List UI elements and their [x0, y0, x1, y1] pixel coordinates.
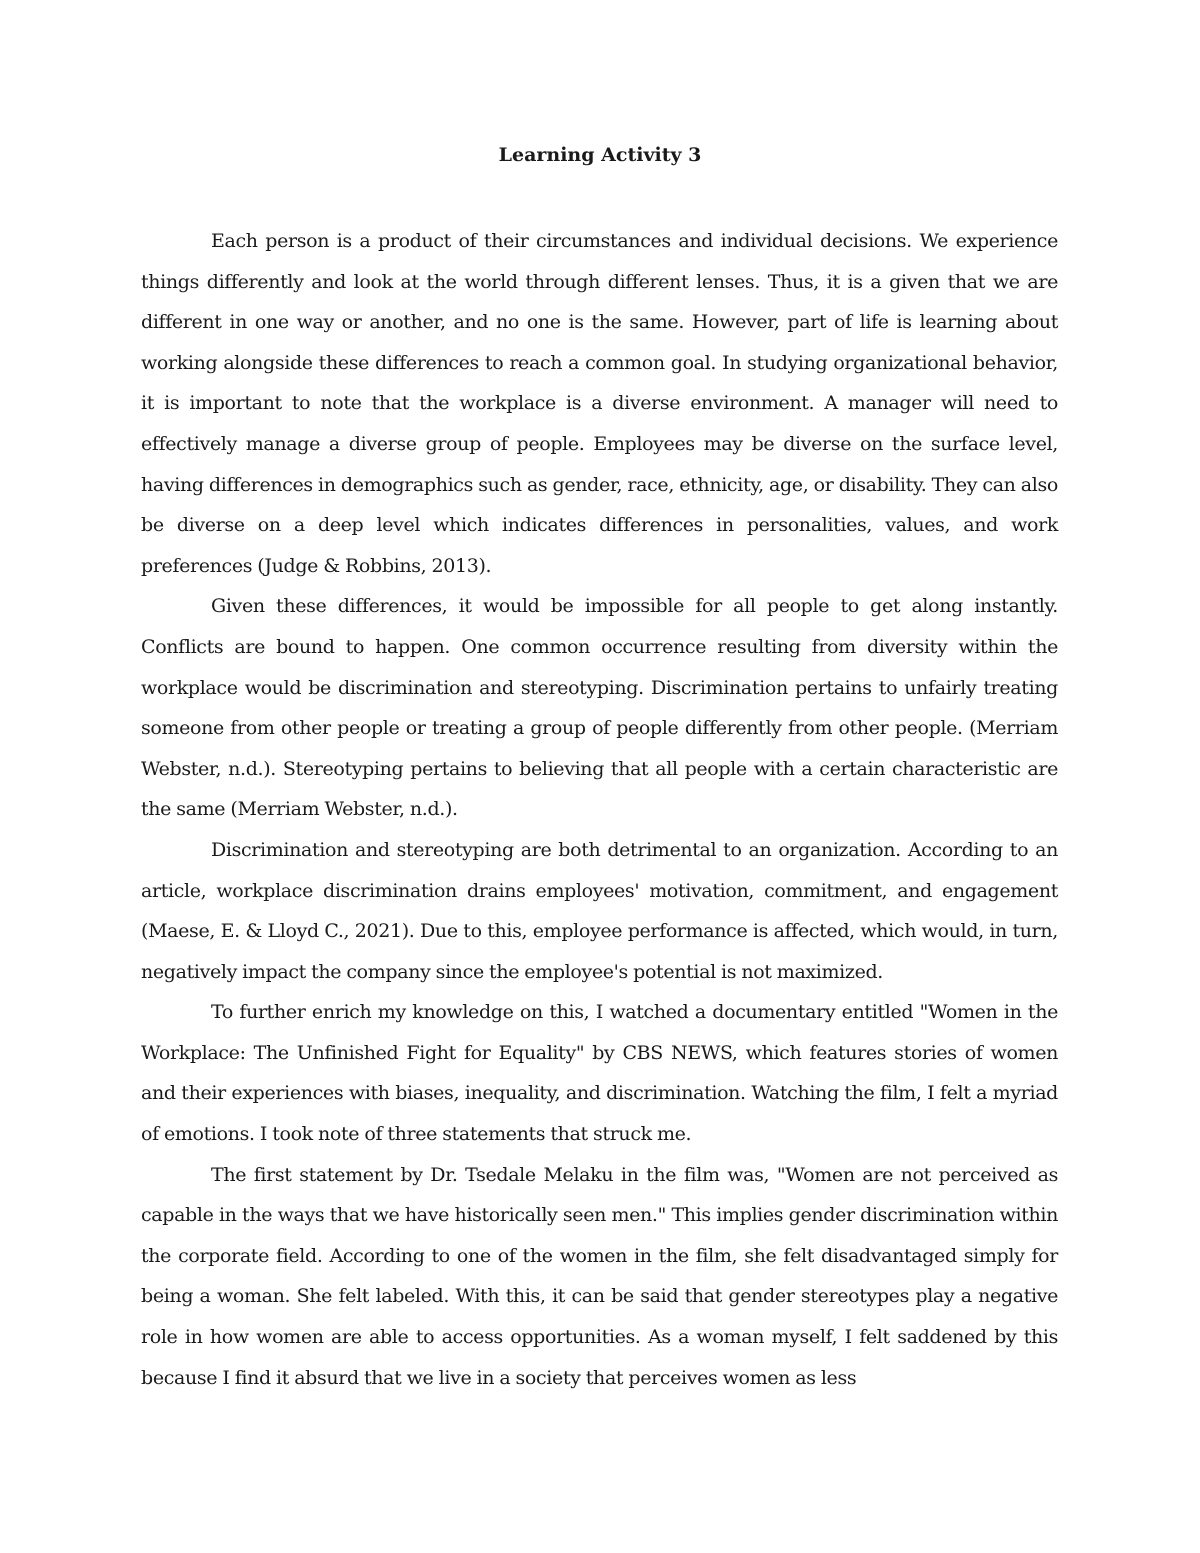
paragraph-1: Each person is a product of their circumstances and individual decisions. We experience things differently and look at the world through different lenses. Thus, it is a given that we are different in one way or another, and no one is the same. However, part of life is learning about working alongside these differences to reach a common goal. In studying organizational behavior, it is important to note that the workplace is a diverse environment. A manager will need to effectively manage a diverse group of people. Employees may be diverse on the surface level, having differences in demographics such as gender, race, ethnicity, age, or disability. They can also be diverse on a deep level which indicates differences in personalities, values, and work preferences (Judge & Robbins, 2013). — [141, 230, 1058, 577]
page-title: Learning Activity 3 — [498, 144, 702, 166]
paragraph-4: To further enrich my knowledge on this, I watched a documentary entitled "Women in the Workplace: The Unfinished Fight for Equality" by CBS NEWS, which features stories of women and their experiences with biases, inequality, and discrimination. Watching the film, I felt a myriad of emotions. I took note of three statements that struck me. — [141, 1001, 1058, 1146]
document-body — [141, 221, 1058, 1398]
paragraph-2: Given these differences, it would be impossible for all people to get along instantly. Conflicts are bound to happen. One common occurrence resulting from diversity within the workplace would be discrimination and stereotyping. Discrimination pertains to unfairly treating someone from other people or treating a group of people differently from other people. (Merriam Webster, n.d.). Stereotyping pertains to believing that all people with a certain characteristic are the same (Merriam Webster, n.d.). — [141, 595, 1058, 821]
paragraph-3: Discrimination and stereotyping are both detrimental to an organization. According to an article, workplace discrimination drains employees' motivation, commitment, and engagement (Maese, E. & Lloyd C., 2021). Due to this, employee performance is affected, which would, in turn, negatively impact the company since the employee's potential is not maximized. — [141, 838, 1058, 983]
paragraph-5: The first statement by Dr. Tsedale Melaku in the film was, "Women are not perceived as capable in the ways that we have historically seen men." This implies gender discrimination within the corporate field. According to one of the women in the film, she felt disadvantaged simply for being a woman. She felt labeled. With this, it can be said that gender stereotypes play a negative role in how women are able to access opportunities. As a woman myself, I felt saddened by this because I find it absurd that we live in a society that perceives women as less — [141, 1163, 1058, 1389]
